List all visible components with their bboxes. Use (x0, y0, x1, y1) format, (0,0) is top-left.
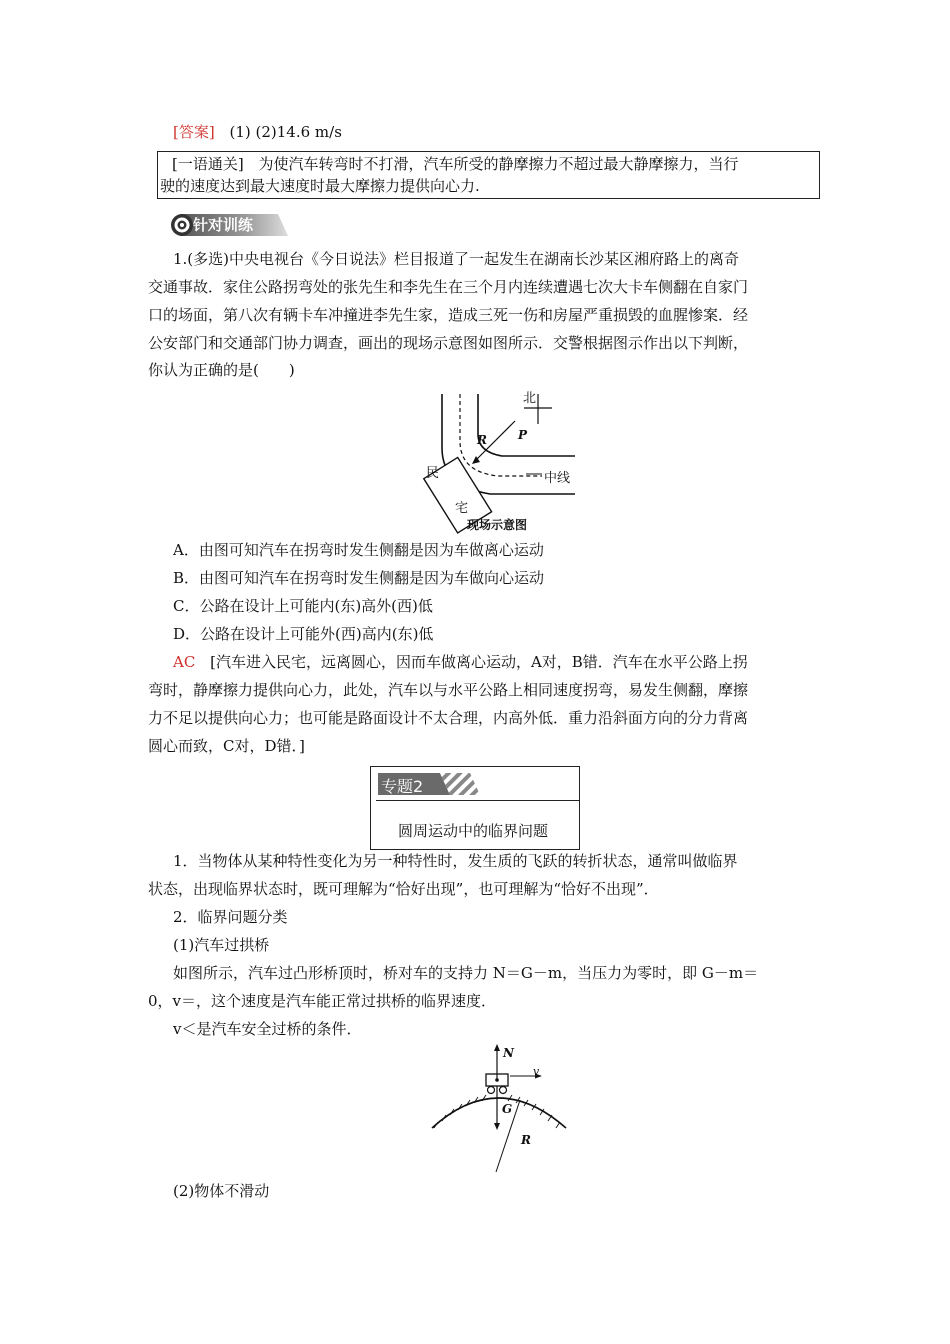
question1-line-4: 公安部门和交通部门协力调查，画出的现场示意图如图所示．交警根据图示作出以下判断， (148, 334, 749, 352)
house-label-2: 宅 (455, 501, 469, 516)
solution-line-1 (173, 652, 748, 672)
answer-content: (1) (2)14.6 m/s (229, 123, 342, 141)
para6: (2)物体不滑动 (173, 1182, 270, 1200)
velocity-label: v (533, 1065, 540, 1078)
para1-line-1: 1．当物体从某种特性变化为另一种特性时，发生质的飞跃的转折状态，通常叫做临界 (173, 852, 738, 870)
radius-label: R (477, 433, 487, 447)
option-c: C．公路在设计上可能内(东)高外(西)低 (173, 597, 433, 615)
bridge-diagram (420, 1040, 580, 1180)
solution-text-4: 圆心而致，C对，D错．] (148, 737, 305, 755)
solution-text-2: 弯时，静摩擦力提供向心力，此处，汽车以与水平公路上相同速度拐弯，易发生侧翻，摩擦 (148, 681, 749, 699)
gravity-label: G (502, 1102, 513, 1116)
figure-caption: 现场示意图 (467, 518, 528, 532)
para5: v＜是汽车安全过桥的条件． (173, 1020, 362, 1038)
training-header-text: 针对训练 (193, 216, 254, 234)
question1-line-3: 口的场面，第八次有辆卡车冲撞进李先生家，造成三死一伤和房屋严重损毁的血腥惨案．经 (148, 306, 749, 324)
para1-line-2: 状态，出现临界状态时，既可理解为“恰好出现”，也可理解为“恰好不出现”． (148, 880, 659, 898)
midline-label: 中线 (544, 471, 571, 486)
para4-line-2: 0，v＝，这个速度是汽车能正常过拱桥的临界速度． (148, 992, 497, 1010)
point-p-label: P (518, 428, 528, 442)
topic-label: 专题2 (381, 777, 424, 796)
scene-diagram (410, 386, 590, 536)
option-b: B．由图可知汽车在拐弯时发生侧翻是因为车做向心运动 (173, 569, 545, 587)
para2: 2．临界问题分类 (173, 908, 288, 926)
solution-text-3: 力不足以提供向心力；也可能是路面设计不太合理，内高外低．重力沿斜面方向的分力背离 (148, 709, 749, 727)
north-label: 北 (523, 391, 537, 406)
topic-title: 圆周运动中的临界问题 (398, 822, 549, 840)
question1-line-2: 交通事故．家住公路拐弯处的张先生和李先生在三个月内连续遭遇七次大卡车侧翻在自家门 (148, 278, 749, 296)
summary-tag: [一语通关] (172, 155, 244, 173)
normal-force-label: N (503, 1046, 514, 1060)
house-label-1: 民 (426, 466, 440, 481)
bridge-radius-label: R (521, 1133, 531, 1147)
answer-line (173, 122, 342, 142)
summary-text-2: 驶的速度达到最大速度时最大摩擦力提供向心力. (160, 177, 480, 195)
summary-line-1 (172, 154, 739, 174)
option-a: A．由图可知汽车在拐弯时发生侧翻是因为车做离心运动 (173, 541, 544, 559)
question1-line-1: 1.(多选)中央电视台《今日说法》栏目报道了一起发生在湖南长沙某区湘府路上的离奇 (173, 250, 740, 268)
answer-tag: [答案] (173, 123, 215, 141)
summary-text-1: 为使汽车转弯时不打滑，汽车所受的静摩擦力不超过最大静摩擦力，当行 (258, 155, 739, 173)
para3: (1)汽车过拱桥 (173, 936, 270, 954)
solution-text-1: [汽车进入民宅，远离圆心，因而车做离心运动，A对，B错．汽车在水平公路上拐 (210, 653, 748, 671)
solution-answer: AC (173, 653, 196, 671)
question1-line-5: 你认为正确的是( ) (148, 361, 295, 379)
option-d: D．公路在设计上可能外(西)高内(东)低 (173, 625, 434, 643)
para4-line-1: 如图所示，汽车过凸形桥顶时，桥对车的支持力 N＝G－m，当压力为零时，即 G－m＝ (173, 964, 759, 982)
